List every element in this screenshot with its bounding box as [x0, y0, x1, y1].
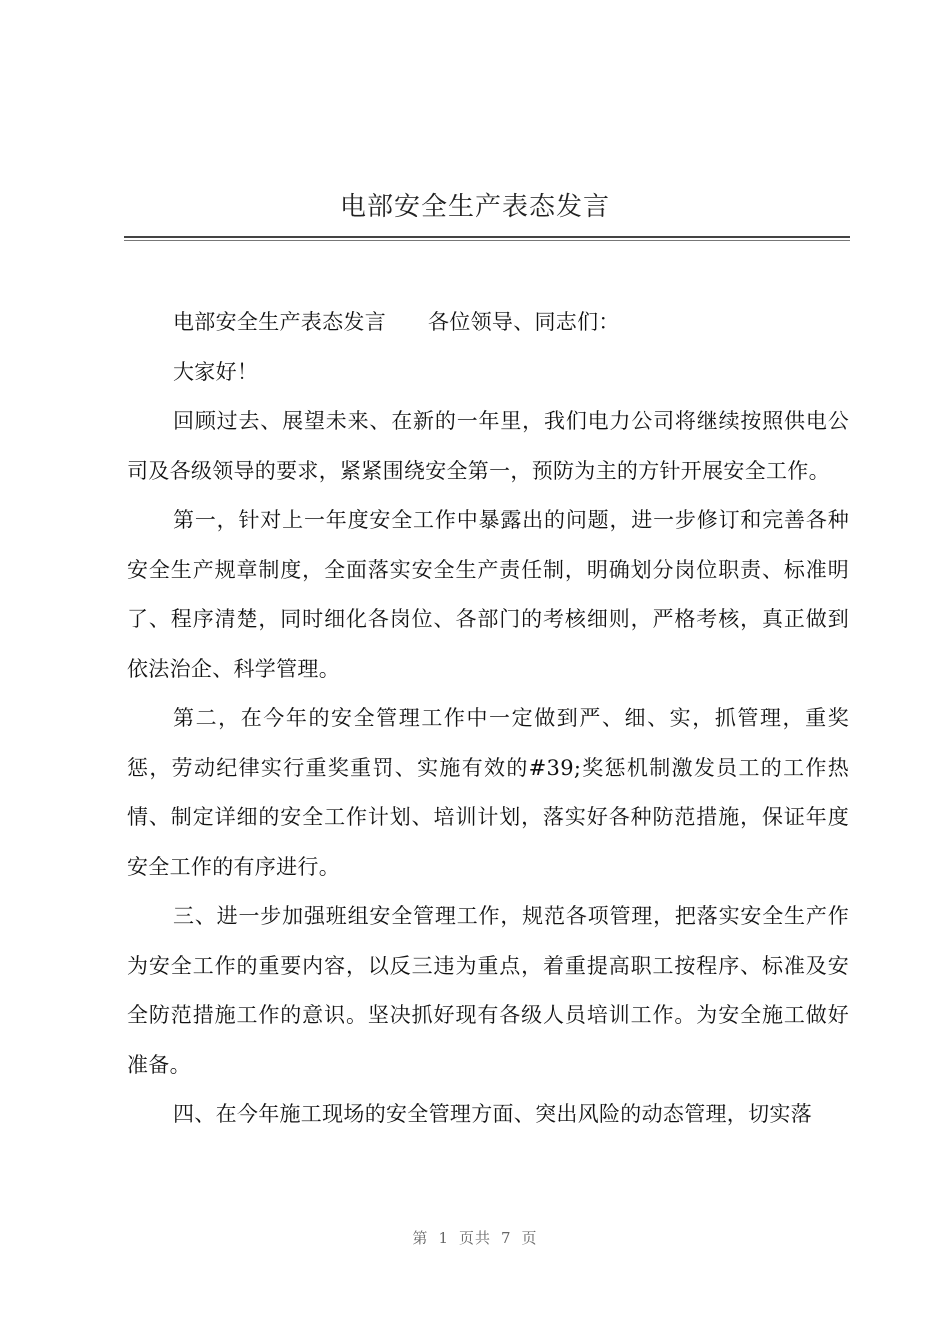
footer-suffix: 页 [521, 1229, 538, 1247]
footer-page-total: 7 [501, 1229, 512, 1247]
document-title: 电部安全生产表态发言 [339, 192, 610, 222]
paragraph-second-point: 第二，在今年的安全管理工作中一定做到严、细、实，抓管理，重奖惩，劳动纪律实行重奖重罚、实施有效的#39;奖惩机制激发员工的工作热情、制定详细的安全工作计划、培训计划，落实好各种防范措施，保证年度安全工作的有序进行。 [127, 706, 849, 879]
title-underline-thin [124, 240, 850, 241]
paragraph-third-point: 三、进一步加强班组安全管理工作，规范各项管理，把落实安全生产作为安全工作的重要内容，以反三违为重点，着重提高职工按程序、标准及安全防范措施工作的意识。坚决抓好现有各级人员培训工作。为安全施工做好准备。 [127, 904, 849, 1077]
salutation-greeting: 各位领导、同志们： [428, 310, 620, 334]
salutation-line [127, 298, 849, 348]
paragraph-greeting: 大家好！ [173, 359, 259, 384]
salutation-heading: 电部安全生产表态发言 [173, 310, 386, 334]
paragraph-first-point: 第一，针对上一年度安全工作中暴露出的问题，进一步修订和完善各种安全生产规章制度，全面落实安全生产责任制，明确划分岗位职责、标准明了、程序清楚，同时细化各岗位、各部门的考核细则，严格考核，真正做到依法治企、科学管理。 [127, 508, 849, 681]
title-underline-thick [124, 236, 850, 238]
footer-mid: 页共 [458, 1229, 491, 1247]
title-underline [124, 236, 850, 242]
footer-prefix: 第 [412, 1229, 429, 1247]
document-body [127, 298, 849, 1140]
footer-page-number: 1 [438, 1229, 449, 1247]
paragraph-fourth-point: 四、在今年施工现场的安全管理方面、突出风险的动态管理，切实落 [173, 1102, 812, 1126]
page-footer [0, 1227, 950, 1248]
paragraph-review: 回顾过去、展望未来、在新的一年里，我们电力公司将继续按照供电公司及各级领导的要求，紧紧围绕安全第一，预防为主的方针开展安全工作。 [127, 409, 849, 483]
